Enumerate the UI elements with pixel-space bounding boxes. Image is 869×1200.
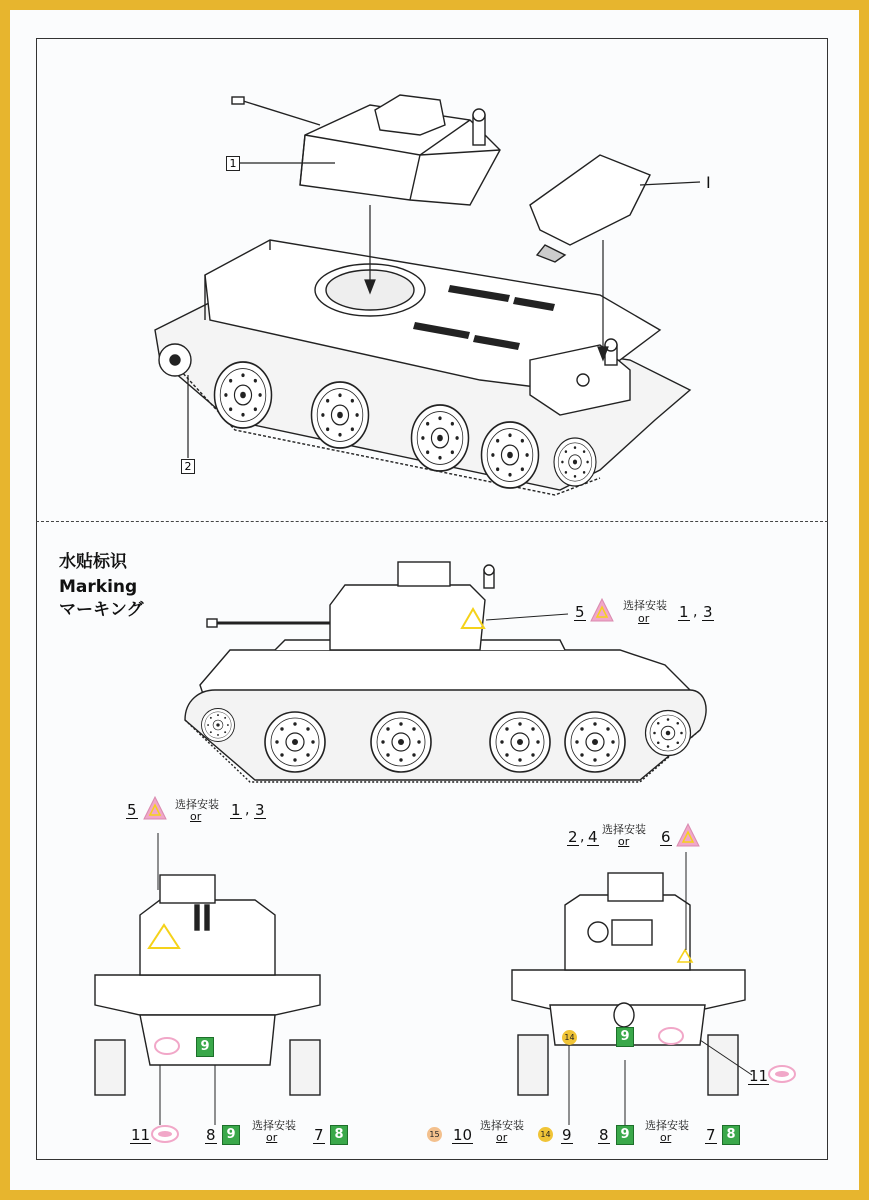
rear-pink-decal bbox=[659, 1028, 683, 1044]
tank-front-view bbox=[95, 875, 320, 1095]
rear-green-9: 9 bbox=[616, 1125, 634, 1145]
rear-install-text: 选择安装 bbox=[602, 823, 646, 836]
front-bottom-num-7: 7 bbox=[314, 1126, 324, 1144]
rear-or-text: or bbox=[618, 835, 630, 848]
turret-isometric bbox=[232, 95, 500, 205]
part-label-2: 2 bbox=[181, 459, 195, 474]
front-bottom-green-8: 8 bbox=[330, 1125, 348, 1145]
rear-right-decal-11: 11 bbox=[749, 1067, 769, 1085]
rear-pink-triangle-icon bbox=[674, 821, 702, 849]
side-or-text: or bbox=[638, 612, 650, 625]
rear-green-8: 8 bbox=[722, 1125, 740, 1145]
front-bottom-green-9: 9 bbox=[222, 1125, 240, 1145]
side-option-3: 3 bbox=[703, 603, 713, 621]
front-pink-triangle-icon bbox=[141, 794, 169, 822]
side-pink-triangle-icon bbox=[588, 596, 616, 624]
front-bottom-install-text: 选择安装 bbox=[252, 1119, 296, 1132]
rear-bottom-install-text-2: 选择安装 bbox=[645, 1119, 689, 1132]
mudguard-part bbox=[530, 155, 650, 262]
front-install-text: 选择安装 bbox=[175, 798, 219, 811]
rear-decal-number: 6 bbox=[661, 828, 671, 846]
part-label-1: 1 bbox=[226, 156, 240, 171]
side-option-1: 1 bbox=[679, 603, 689, 621]
rear-num-7: 7 bbox=[706, 1126, 716, 1144]
heading-japanese: マーキング bbox=[59, 600, 144, 620]
front-bottom-or-text: or bbox=[266, 1131, 278, 1144]
front-option-3: 3 bbox=[255, 801, 265, 819]
tank-side-view bbox=[185, 562, 706, 782]
front-option-comma: , bbox=[245, 802, 250, 818]
part-label-i: I bbox=[706, 173, 711, 192]
rear-plate-green: 9 bbox=[616, 1027, 634, 1047]
rear-option-4: 4 bbox=[588, 828, 598, 846]
side-decal-number: 5 bbox=[575, 603, 585, 621]
rear-num-10: 10 bbox=[453, 1126, 473, 1144]
rear-option-2: 2 bbox=[568, 828, 578, 846]
rear-bottom-install-text: 选择安装 bbox=[480, 1119, 524, 1132]
side-install-text: 选择安装 bbox=[623, 599, 667, 612]
front-bottom-decal-11: 11 bbox=[131, 1126, 151, 1144]
front-pink-oval-icon bbox=[150, 1124, 180, 1144]
heading-chinese: 水贴标识 bbox=[59, 552, 127, 572]
rear-num-9: 9 bbox=[562, 1126, 572, 1144]
rear-badge-15: 15 bbox=[427, 1127, 442, 1142]
front-bottom-num-8: 8 bbox=[206, 1126, 216, 1144]
rear-num-8: 8 bbox=[599, 1126, 609, 1144]
rear-bottom-or-text: or bbox=[496, 1131, 508, 1144]
front-plate-green: 9 bbox=[196, 1037, 214, 1057]
front-or-text: or bbox=[190, 810, 202, 823]
front-pink-decal bbox=[155, 1038, 179, 1054]
tank-rear-view bbox=[512, 873, 745, 1095]
heading-english: Marking bbox=[59, 577, 138, 597]
front-decal-number: 5 bbox=[127, 801, 137, 819]
rear-pink-oval-icon bbox=[767, 1064, 797, 1084]
rear-bottom-or-text-2: or bbox=[660, 1131, 672, 1144]
rear-badge-14: 14 bbox=[538, 1127, 553, 1142]
side-option-comma: , bbox=[693, 604, 698, 620]
rear-yellow-badge: 14 bbox=[562, 1030, 577, 1045]
rear-option-comma: , bbox=[580, 829, 585, 845]
front-option-1: 1 bbox=[231, 801, 241, 819]
